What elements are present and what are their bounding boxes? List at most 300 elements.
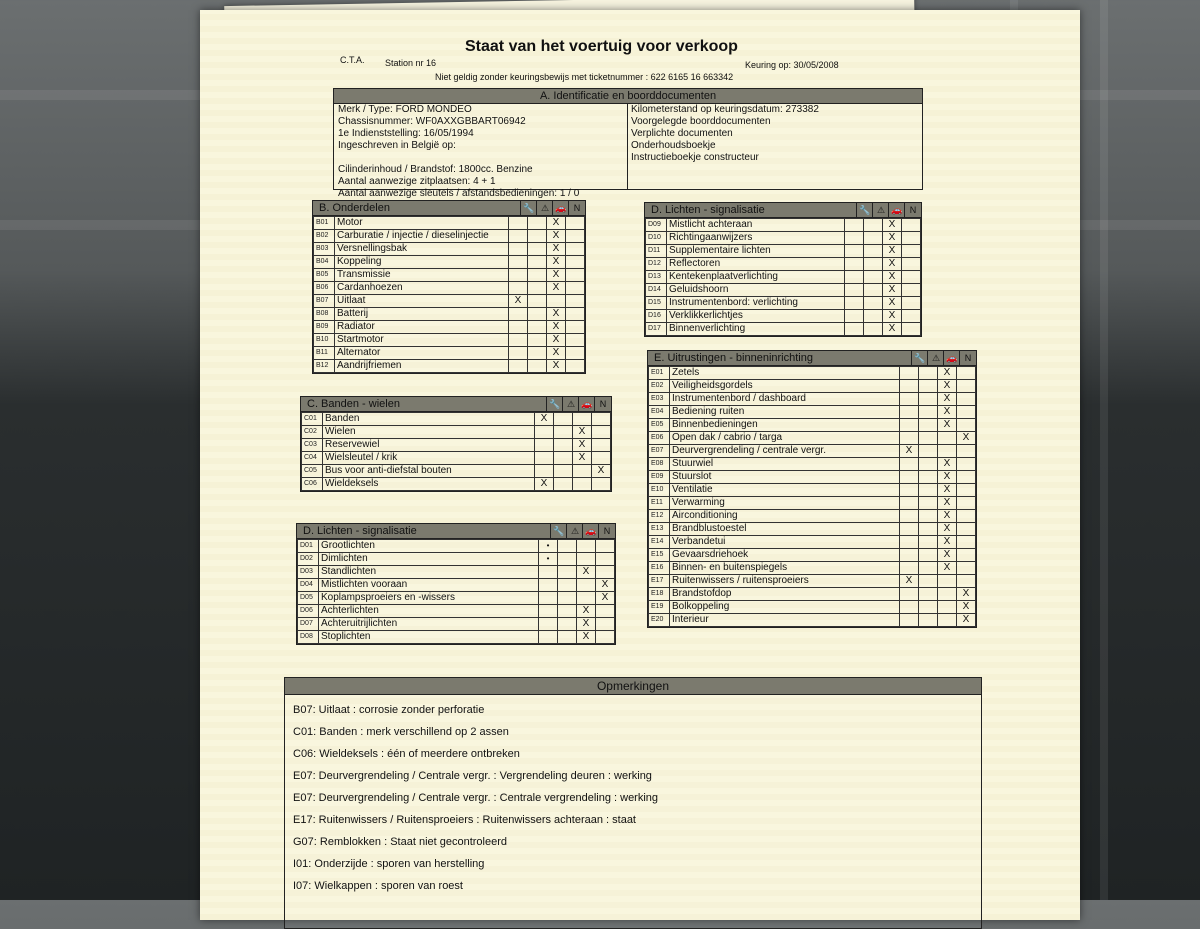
mark-cell [535, 426, 554, 439]
wrench-icon: 🔧 [520, 201, 537, 215]
item-code: C03 [302, 439, 323, 452]
mark-cell [577, 540, 596, 553]
mark-cell [900, 406, 919, 419]
mark-cell [566, 282, 585, 295]
mark-cell [900, 367, 919, 380]
mark-cell [528, 321, 547, 334]
mark-cell [845, 232, 864, 245]
section-d2-box [644, 202, 922, 337]
item-code: E12 [649, 510, 670, 523]
item-label: Binnen- en buitenspiegels [670, 562, 900, 575]
remark-line: C01: Banden : merk verschillend op 2 assen [293, 726, 509, 738]
item-code: D08 [298, 631, 319, 644]
mark-cell: X [547, 256, 566, 269]
checklist-row [649, 393, 976, 406]
car-icon: 🚗 [888, 203, 905, 217]
item-code: D07 [298, 618, 319, 631]
item-code: B06 [314, 282, 335, 295]
mark-cell [957, 367, 976, 380]
mark-cell [919, 588, 938, 601]
item-label: Motor [335, 217, 509, 230]
mark-cell [957, 536, 976, 549]
section-title: E. Uitrustingen - binneninrichting [654, 352, 813, 364]
item-code: E10 [649, 484, 670, 497]
checklist-row [314, 269, 585, 282]
mark-cell: X [535, 413, 554, 426]
mark-cell [509, 321, 528, 334]
mark-cell [900, 510, 919, 523]
mark-cell: X [883, 271, 902, 284]
mark-cell [528, 308, 547, 321]
mark-cell [900, 523, 919, 536]
mark-cell [535, 452, 554, 465]
item-label: Aandrijfriemen [335, 360, 509, 373]
mark-cell [902, 232, 921, 245]
item-code: E17 [649, 575, 670, 588]
mark-cell: X [883, 232, 902, 245]
item-label: Reservewiel [323, 439, 535, 452]
item-code: D04 [298, 579, 319, 592]
checklist-row [298, 566, 615, 579]
mark-cell [566, 295, 585, 308]
mark-cell [539, 605, 558, 618]
mark-cell [919, 523, 938, 536]
mark-cell [919, 549, 938, 562]
mark-cell [957, 406, 976, 419]
mark-cell: X [883, 323, 902, 336]
mark-cell [573, 478, 592, 491]
mark-cell [528, 230, 547, 243]
mark-cell: • [539, 540, 558, 553]
mark-cell: X [547, 230, 566, 243]
checklist-row [649, 380, 976, 393]
checklist-row [649, 536, 976, 549]
item-code: B09 [314, 321, 335, 334]
item-label: Banden [323, 413, 535, 426]
car-icon: 🚗 [578, 397, 595, 411]
mark-cell [566, 308, 585, 321]
mark-cell [547, 295, 566, 308]
item-label: Kentekenplaatverlichting [667, 271, 845, 284]
wrench-icon: 🔧 [546, 397, 563, 411]
mark-cell [902, 219, 921, 232]
mark-cell [957, 510, 976, 523]
mark-cell [566, 269, 585, 282]
checklist-row [646, 245, 921, 258]
checklist-row [298, 618, 615, 631]
item-label: Brandblustoestel [670, 523, 900, 536]
item-label: Verklikkerlichtjes [667, 310, 845, 323]
checklist-row [302, 413, 611, 426]
mark-cell [845, 258, 864, 271]
remark-line: I01: Onderzijde : sporen van herstelling [293, 858, 485, 870]
mark-cell [509, 282, 528, 295]
mark-cell [900, 588, 919, 601]
mark-cell: X [883, 297, 902, 310]
form-title: Staat van het voertuig voor verkoop [465, 38, 738, 55]
item-code: E16 [649, 562, 670, 575]
item-code: D17 [646, 323, 667, 336]
section-b-box [312, 200, 586, 374]
mark-cell [528, 334, 547, 347]
column-n-label: N [594, 397, 611, 411]
mark-cell [919, 445, 938, 458]
mark-cell: X [938, 549, 957, 562]
mark-cell [919, 601, 938, 614]
mark-cell [900, 549, 919, 562]
mark-cell: X [547, 217, 566, 230]
mark-cell [864, 284, 883, 297]
warning-icon: ⚠ [872, 203, 889, 217]
checklist-row [649, 575, 976, 588]
info-line: Cilinderinhoud / Brandstof: 1800cc. Benzine [338, 164, 533, 175]
section-a-box [333, 88, 923, 199]
section-title: C. Banden - wielen [307, 398, 400, 410]
ticket-line: Niet geldig zonder keuringsbewijs met ticketnummer : 622 6165 16 663342 [435, 72, 734, 82]
mark-cell [864, 258, 883, 271]
documents-info [631, 104, 819, 164]
mark-cell [577, 579, 596, 592]
mark-cell [864, 245, 883, 258]
item-code: D15 [646, 297, 667, 310]
item-label: Brandstofdop [670, 588, 900, 601]
item-code: D16 [646, 310, 667, 323]
checklist-row [298, 605, 615, 618]
mark-cell: X [938, 471, 957, 484]
mark-cell [528, 360, 547, 373]
item-label: Mistlicht achteraan [667, 219, 845, 232]
mark-cell [845, 284, 864, 297]
mark-cell [566, 321, 585, 334]
mark-cell: X [883, 245, 902, 258]
checklist-row [314, 256, 585, 269]
mark-cell: X [938, 367, 957, 380]
mark-cell [592, 413, 611, 426]
mark-cell [528, 282, 547, 295]
mark-cell [938, 601, 957, 614]
mark-cell: X [535, 478, 554, 491]
mark-cell [957, 575, 976, 588]
remark-line: E17: Ruitenwissers / Ruitensproeiers : Ruitenwissers achteraan : staat [293, 814, 636, 826]
item-label: Stuurwiel [670, 458, 900, 471]
info-line: Merk / Type: FORD MONDEO [338, 104, 472, 115]
mark-cell [558, 592, 577, 605]
mark-cell [938, 575, 957, 588]
car-icon: 🚗 [943, 351, 960, 365]
remark-line: E07: Deurvergrendeling / Centrale vergr. : Vergrendeling deuren : werking [293, 770, 652, 782]
mark-cell [577, 553, 596, 566]
mark-cell [566, 347, 585, 360]
mark-cell: X [938, 406, 957, 419]
item-code: B12 [314, 360, 335, 373]
info-line: Aantal aanwezige zitplaatsen: 4 + 1 [338, 176, 496, 187]
mark-cell [535, 465, 554, 478]
cta-label: C.T.A. [340, 55, 365, 65]
mark-cell [596, 631, 615, 644]
item-label: Versnellingsbak [335, 243, 509, 256]
mark-cell [528, 217, 547, 230]
mark-cell [566, 360, 585, 373]
remark-line: C06: Wieldeksels : één of meerdere ontbreken [293, 748, 520, 760]
background-bar [1100, 0, 1108, 900]
mark-cell [566, 243, 585, 256]
item-code: B05 [314, 269, 335, 282]
checklist-row [302, 452, 611, 465]
remark-line: E07: Deurvergrendeling / Centrale vergr. : Centrale vergrendeling : werking [293, 792, 659, 804]
item-label: Verwarming [670, 497, 900, 510]
mark-cell [957, 497, 976, 510]
mark-cell [900, 562, 919, 575]
info-line [338, 152, 579, 164]
item-code: B11 [314, 347, 335, 360]
item-label: Wieldeksels [323, 478, 535, 491]
remarks-title: Opmerkingen [596, 679, 670, 693]
remarks-header [285, 678, 981, 695]
mark-cell: X [596, 592, 615, 605]
mark-cell: X [883, 284, 902, 297]
item-label: Grootlichten [319, 540, 539, 553]
item-code: E11 [649, 497, 670, 510]
mark-cell [596, 605, 615, 618]
checklist-row [646, 323, 921, 336]
mark-cell [919, 458, 938, 471]
item-code: E05 [649, 419, 670, 432]
item-label: Instrumentenbord / dashboard [670, 393, 900, 406]
vehicle-info [338, 104, 579, 200]
mark-cell [900, 484, 919, 497]
checklist-row [298, 579, 615, 592]
mark-cell [919, 575, 938, 588]
mark-cell: X [547, 321, 566, 334]
mark-cell [554, 465, 573, 478]
mark-cell: X [577, 566, 596, 579]
mark-cell [919, 536, 938, 549]
mark-cell: X [957, 614, 976, 627]
item-label: Gevaarsdriehoek [670, 549, 900, 562]
checklist-row [646, 271, 921, 284]
info-line: 1e Indienststelling: 16/05/1994 [338, 128, 474, 139]
mark-cell [509, 360, 528, 373]
mark-cell [900, 614, 919, 627]
item-label: Stoplichten [319, 631, 539, 644]
info-line: Verplichte documenten [631, 128, 733, 139]
item-code: D05 [298, 592, 319, 605]
item-label: Ruitenwissers / ruitensproeiers [670, 575, 900, 588]
mark-cell [566, 256, 585, 269]
mark-cell: X [900, 575, 919, 588]
warning-icon: ⚠ [562, 397, 579, 411]
mark-cell [900, 497, 919, 510]
mark-cell [957, 445, 976, 458]
mark-cell [539, 592, 558, 605]
warning-icon: ⚠ [566, 524, 583, 538]
mark-cell [509, 269, 528, 282]
mark-cell [539, 579, 558, 592]
item-code: D11 [646, 245, 667, 258]
mark-cell [900, 601, 919, 614]
info-line: Instructieboekje constructeur [631, 152, 759, 163]
mark-cell [957, 471, 976, 484]
mark-cell [845, 219, 864, 232]
checklist-row [646, 284, 921, 297]
mark-cell: X [957, 432, 976, 445]
section-d-box [296, 523, 616, 645]
mark-cell [938, 588, 957, 601]
mark-cell [845, 271, 864, 284]
item-label: Zetels [670, 367, 900, 380]
mark-cell [592, 452, 611, 465]
mark-cell: X [938, 380, 957, 393]
checklist-row [314, 360, 585, 373]
item-label: Binnenbedieningen [670, 419, 900, 432]
item-code: E19 [649, 601, 670, 614]
mark-cell: X [938, 484, 957, 497]
checklist-row [649, 510, 976, 523]
mark-cell: X [547, 243, 566, 256]
mark-cell [864, 310, 883, 323]
mark-cell [554, 439, 573, 452]
mark-cell [957, 523, 976, 536]
item-label: Interieur [670, 614, 900, 627]
item-code: B08 [314, 308, 335, 321]
station-label: Station nr 16 [385, 58, 437, 68]
mark-cell [902, 245, 921, 258]
checklist-row [649, 406, 976, 419]
item-code: E09 [649, 471, 670, 484]
item-code: D06 [298, 605, 319, 618]
section-c-box [300, 396, 612, 492]
item-code: E08 [649, 458, 670, 471]
mark-cell [509, 256, 528, 269]
mark-cell [573, 413, 592, 426]
mark-cell [957, 562, 976, 575]
item-code: E20 [649, 614, 670, 627]
checklist-row [314, 334, 585, 347]
section-header [313, 201, 585, 216]
mark-cell [864, 219, 883, 232]
mark-cell [919, 432, 938, 445]
mark-cell [919, 419, 938, 432]
mark-cell [919, 367, 938, 380]
checklist-row [649, 458, 976, 471]
mark-cell [938, 445, 957, 458]
mark-cell [957, 419, 976, 432]
mark-cell [509, 347, 528, 360]
mark-cell [900, 380, 919, 393]
checklist-row [302, 426, 611, 439]
car-icon: 🚗 [552, 201, 569, 215]
mark-cell [900, 458, 919, 471]
mark-cell [845, 297, 864, 310]
item-label: Achterlichten [319, 605, 539, 618]
item-code: E07 [649, 445, 670, 458]
info-line: Aantal aanwezige sleutels / afstandsbedieningen: 1 / 0 [338, 188, 580, 199]
mark-cell [957, 380, 976, 393]
mark-cell: X [573, 439, 592, 452]
item-label: Ventilatie [670, 484, 900, 497]
column-n-label: N [598, 524, 615, 538]
info-line: Voorgelegde boorddocumenten [631, 116, 771, 127]
item-label: Achteruitrijlichten [319, 618, 539, 631]
checklist-row [646, 310, 921, 323]
item-label: Startmotor [335, 334, 509, 347]
item-label: Supplementaire lichten [667, 245, 845, 258]
mark-cell [900, 471, 919, 484]
item-label: Bolkoppeling [670, 601, 900, 614]
warning-icon: ⚠ [927, 351, 944, 365]
mark-cell [592, 439, 611, 452]
mark-cell [902, 297, 921, 310]
item-label: Koppeling [335, 256, 509, 269]
checklist-row [314, 321, 585, 334]
mark-cell [957, 393, 976, 406]
item-code: B02 [314, 230, 335, 243]
mark-cell [900, 419, 919, 432]
mark-cell: X [592, 465, 611, 478]
item-code: B03 [314, 243, 335, 256]
column-n-label: N [568, 201, 585, 215]
mark-cell [509, 308, 528, 321]
item-code: E18 [649, 588, 670, 601]
inspection-date: Keuring op: 30/05/2008 [745, 60, 839, 70]
mark-cell: X [547, 269, 566, 282]
item-label: Koplampsproeiers en -wissers [319, 592, 539, 605]
item-code: C02 [302, 426, 323, 439]
mark-cell: X [573, 426, 592, 439]
checklist-row [649, 523, 976, 536]
checklist-row [314, 295, 585, 308]
mark-cell [864, 271, 883, 284]
item-label: Dimlichten [319, 553, 539, 566]
mark-cell [902, 310, 921, 323]
mark-cell [566, 230, 585, 243]
mark-cell [554, 413, 573, 426]
car-icon: 🚗 [582, 524, 599, 538]
mark-cell: • [539, 553, 558, 566]
mark-cell: X [883, 219, 902, 232]
item-code: E01 [649, 367, 670, 380]
checklist-row [314, 217, 585, 230]
mark-cell: X [938, 523, 957, 536]
checklist-row [649, 445, 976, 458]
mark-cell [558, 566, 577, 579]
mark-cell: X [938, 419, 957, 432]
mark-cell [554, 452, 573, 465]
mark-cell [919, 562, 938, 575]
checklist-row [314, 282, 585, 295]
checklist-row [649, 497, 976, 510]
item-label: Veiligheidsgordels [670, 380, 900, 393]
wrench-icon: 🔧 [911, 351, 928, 365]
remark-line: I07: Wielkappen : sporen van roest [293, 880, 463, 892]
checklist-row [314, 243, 585, 256]
warning-icon: ⚠ [536, 201, 553, 215]
item-code: D10 [646, 232, 667, 245]
mark-cell [845, 323, 864, 336]
info-line: Ingeschreven in België op: [338, 140, 456, 151]
item-code: C04 [302, 452, 323, 465]
mark-cell [919, 484, 938, 497]
mark-cell: X [883, 258, 902, 271]
column-n-label: N [959, 351, 976, 365]
mark-cell [900, 393, 919, 406]
item-label: Geluidshoorn [667, 284, 845, 297]
mark-cell: X [938, 536, 957, 549]
mark-cell: X [938, 562, 957, 575]
item-code: D13 [646, 271, 667, 284]
checklist-row [314, 347, 585, 360]
checklist-row [649, 367, 976, 380]
